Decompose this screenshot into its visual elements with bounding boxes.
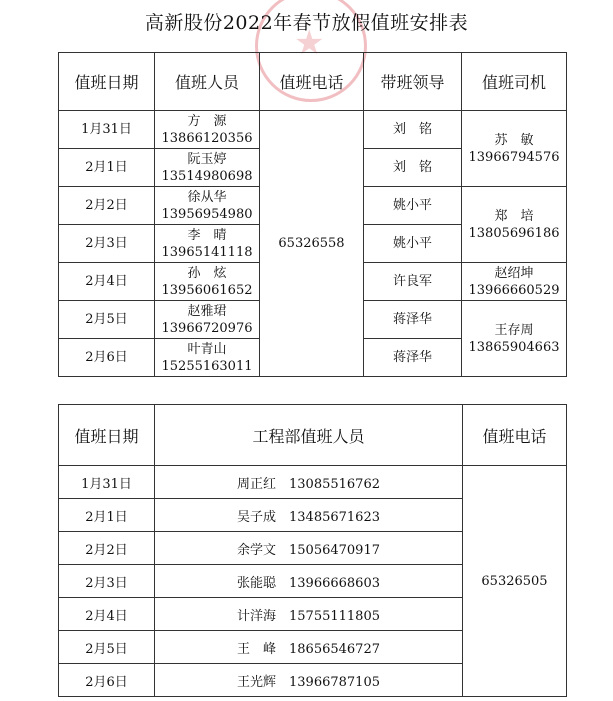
person-phone: 15255163011	[161, 358, 253, 374]
driver-phone: 13966794576	[468, 149, 560, 165]
leader-cell: 姚小平	[364, 225, 462, 263]
date-cell: 2月4日	[59, 598, 155, 631]
date-cell: 2月6日	[59, 664, 155, 697]
person-cell	[155, 187, 260, 225]
leader-cell: 刘 铭	[364, 149, 462, 187]
person-cell	[155, 111, 260, 149]
person-cell: 王光辉 13966787105	[155, 664, 463, 697]
header-driver: 值班司机	[462, 53, 567, 111]
date-cell: 2月4日	[59, 263, 155, 301]
date-cell: 2月5日	[59, 301, 155, 339]
date-cell: 1月31日	[59, 111, 155, 149]
table-header-row	[59, 53, 567, 111]
person-cell	[155, 301, 260, 339]
leader-cell: 姚小平	[364, 187, 462, 225]
driver-name: 郑 培	[494, 208, 534, 224]
person-cell	[155, 225, 260, 263]
leader-cell: 许良军	[364, 263, 462, 301]
date-cell: 2月5日	[59, 631, 155, 664]
driver-name: 苏 敏	[494, 132, 534, 148]
person-name: 方 源	[187, 113, 227, 129]
seal-star-icon: ★	[294, 23, 325, 63]
person-cell: 张能聪 13966668603	[155, 565, 463, 598]
table-row	[59, 466, 567, 499]
date-cell: 1月31日	[59, 466, 155, 499]
header-phone: 值班电话	[463, 405, 567, 466]
leader-duty-table	[58, 52, 567, 377]
driver-cell	[462, 301, 567, 377]
date-cell: 2月3日	[59, 225, 155, 263]
person-phone: 13866120356	[161, 130, 253, 146]
person-cell: 余学文 15056470917	[155, 532, 463, 565]
driver-cell	[462, 187, 567, 263]
person-cell: 王 峰 18656546727	[155, 631, 463, 664]
leader-cell: 蒋泽华	[364, 301, 462, 339]
header-date: 值班日期	[59, 53, 155, 111]
leader-cell: 刘 铭	[364, 111, 462, 149]
person-phone: 13966720976	[161, 320, 253, 336]
person-name: 李 晴	[187, 227, 227, 243]
person-phone: 13965141118	[161, 244, 253, 260]
person-phone: 13514980698	[161, 168, 253, 184]
date-cell: 2月2日	[59, 187, 155, 225]
date-cell: 2月3日	[59, 565, 155, 598]
header-person: 值班人员	[155, 53, 260, 111]
page-title: 高新股份2022年春节放假值班安排表	[144, 12, 469, 34]
person-cell	[155, 149, 260, 187]
person-name: 阮玉婷	[187, 151, 227, 167]
header-phone: 值班电话	[260, 53, 364, 111]
driver-phone: 13805696186	[468, 225, 560, 241]
person-cell: 计洋海 15755111805	[155, 598, 463, 631]
duty-phone-cell: 65326558	[260, 111, 364, 377]
person-cell	[155, 263, 260, 301]
table-header-row	[59, 405, 567, 466]
driver-cell	[462, 111, 567, 187]
driver-name: 赵绍坤	[494, 265, 534, 281]
duty-phone-cell: 65326505	[463, 466, 567, 697]
person-name: 赵雅珺	[187, 303, 227, 319]
person-phone: 13956954980	[161, 206, 253, 222]
driver-name: 王存周	[494, 322, 534, 338]
person-phone: 13956061652	[161, 282, 253, 298]
person-cell	[155, 339, 260, 377]
person-name: 孙 炫	[187, 265, 227, 281]
driver-phone: 13966660529	[468, 282, 560, 298]
person-name: 叶青山	[187, 341, 227, 357]
leader-cell: 蒋泽华	[364, 339, 462, 377]
header-leader: 带班领导	[364, 53, 462, 111]
date-cell: 2月1日	[59, 149, 155, 187]
person-cell: 吴子成 13485671623	[155, 499, 463, 532]
engineering-duty-table	[58, 404, 567, 697]
date-cell: 2月6日	[59, 339, 155, 377]
table-row	[59, 111, 567, 149]
date-cell: 2月2日	[59, 532, 155, 565]
driver-phone: 13865904663	[468, 339, 560, 355]
driver-cell	[462, 263, 567, 301]
header-date: 值班日期	[59, 405, 155, 466]
person-name: 徐从华	[187, 189, 227, 205]
header-engineering-person: 工程部值班人员	[155, 405, 463, 466]
date-cell: 2月1日	[59, 499, 155, 532]
person-cell: 周正红 13085516762	[155, 466, 463, 499]
